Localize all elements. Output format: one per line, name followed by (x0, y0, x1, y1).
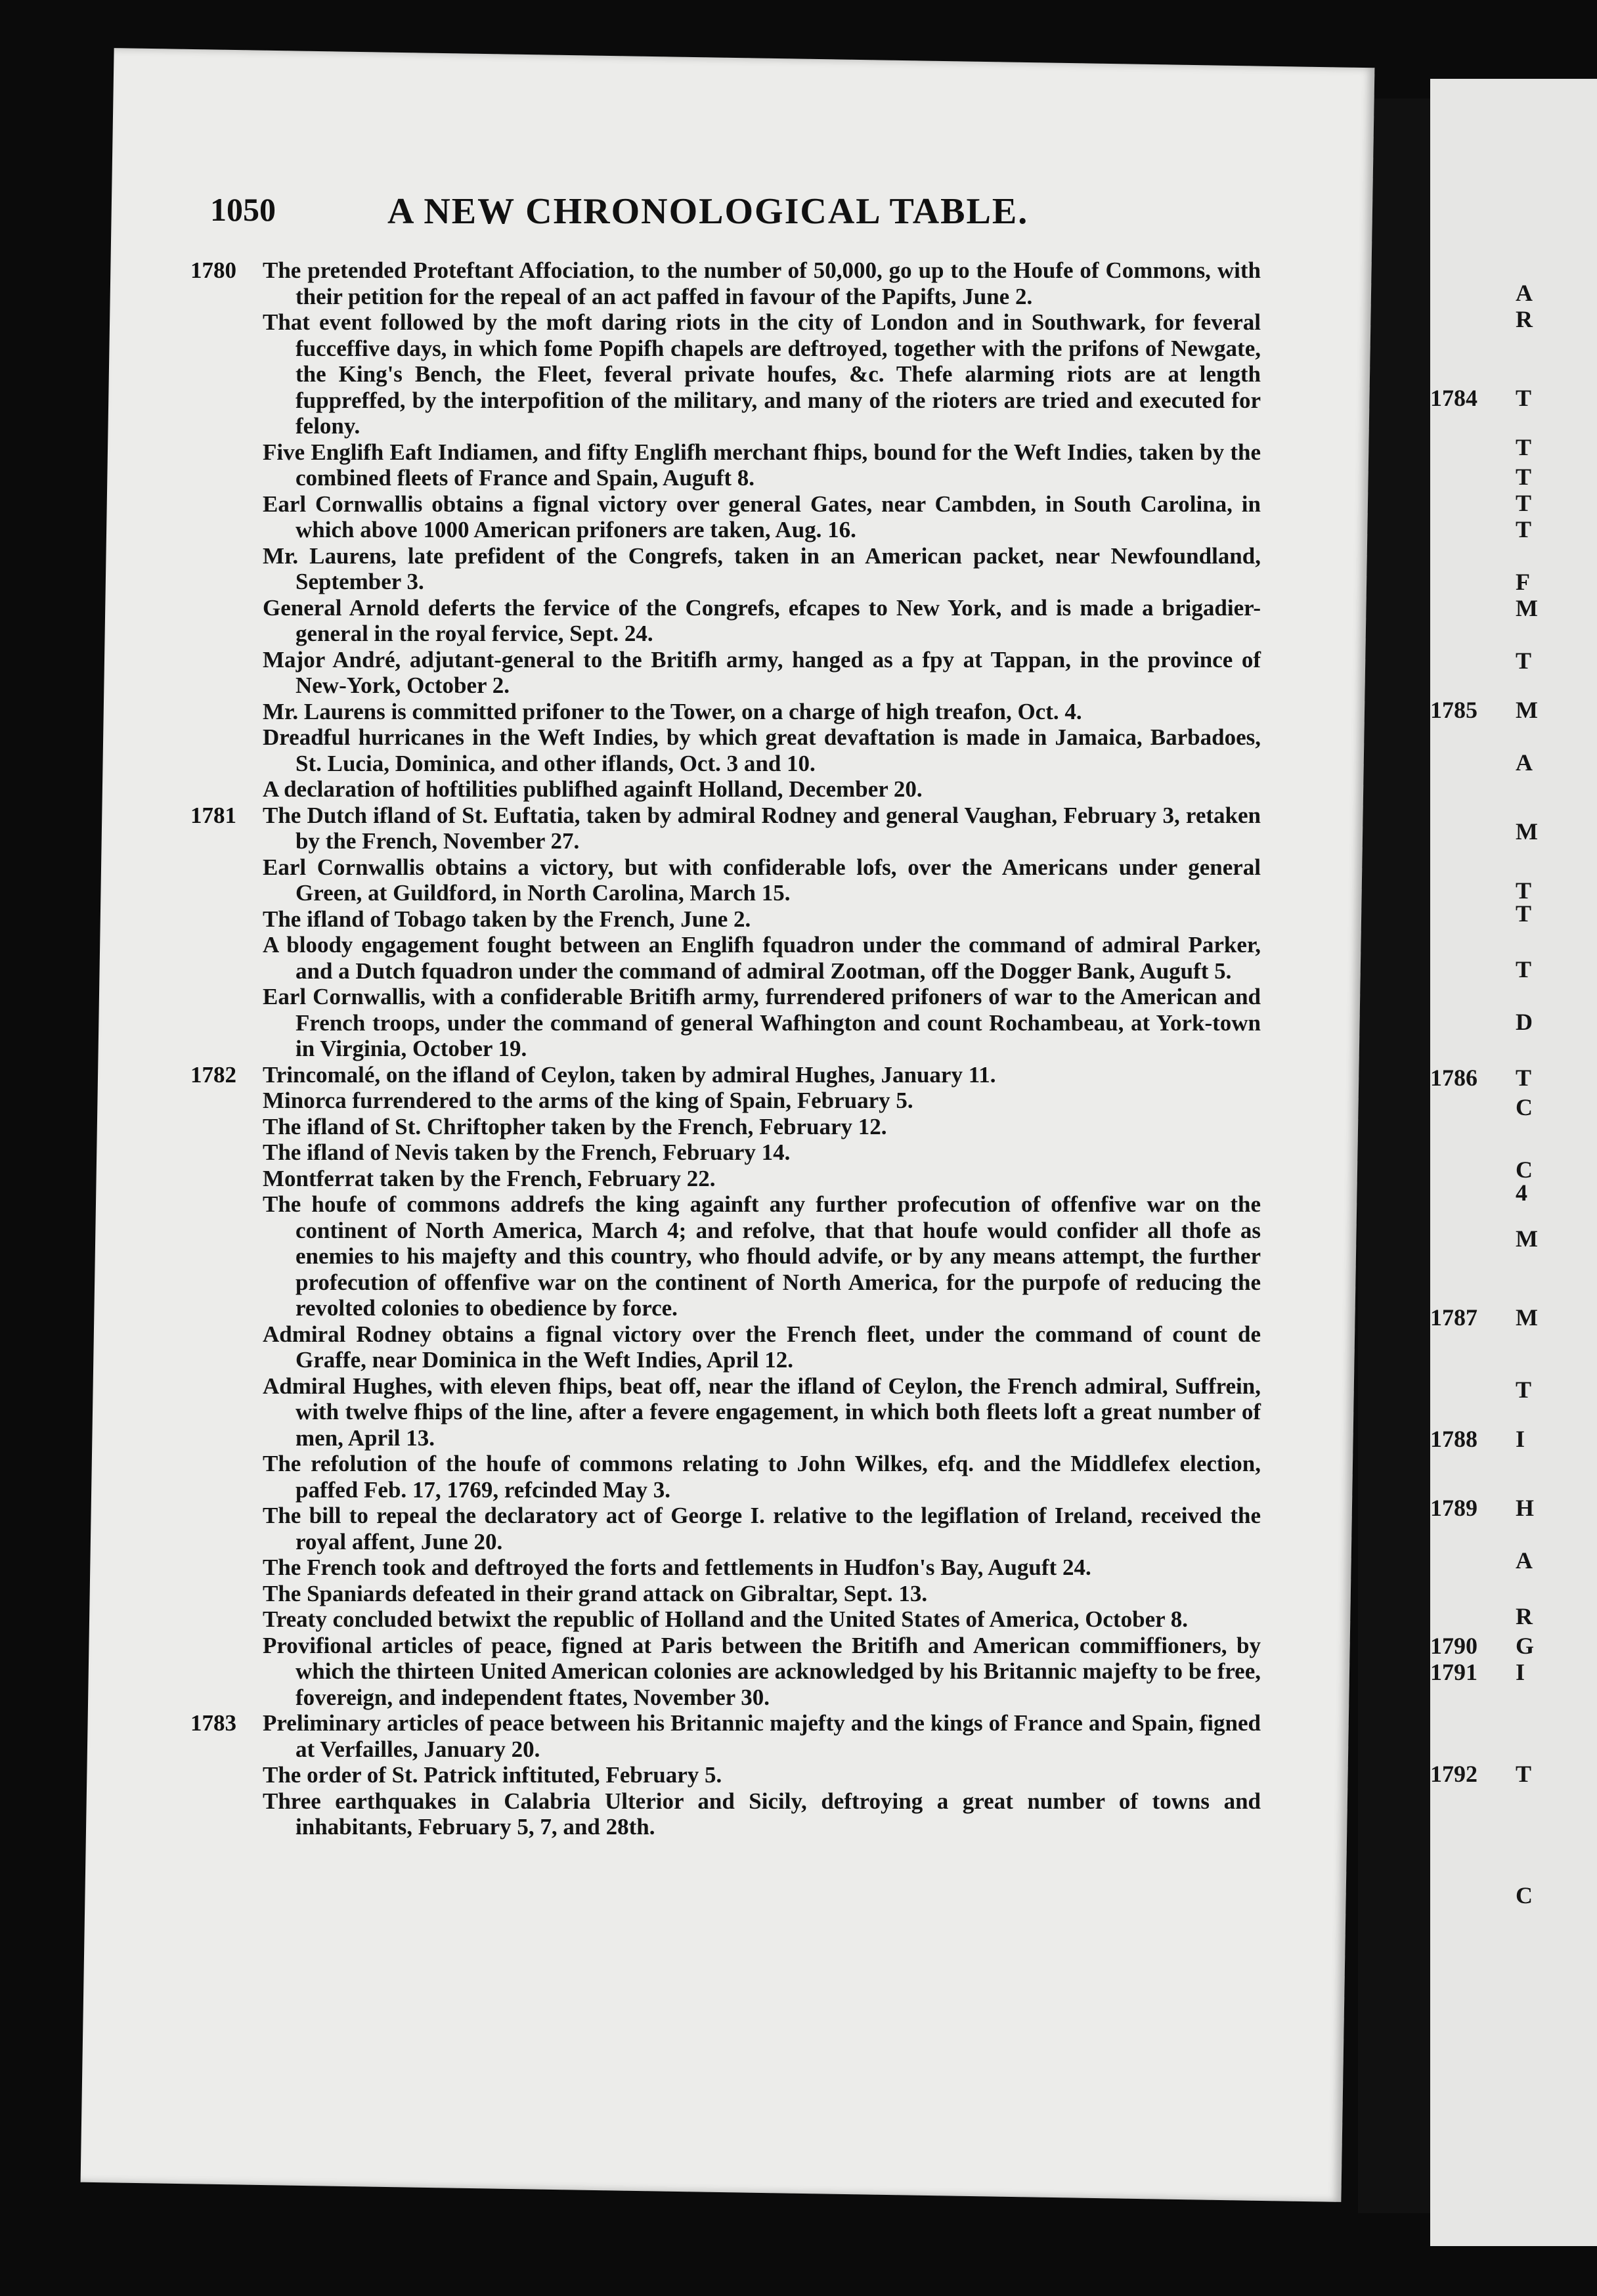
facing-page-text: C (1516, 1094, 1533, 1120)
facing-page-line (1430, 1225, 1538, 1252)
chronology-entry: The ifland of Tobago taken by the French, June 2. (263, 906, 751, 932)
chronology-entry: Mr. Laurens, late prefident of the Congrefs, taken in an American packet, near Newfoundland, September 3. (263, 542, 1261, 594)
chronology-entry: Montferrat taken by the French, February 22. (263, 1165, 716, 1191)
facing-page-text: T (1516, 464, 1532, 490)
facing-page-text: M (1516, 1304, 1538, 1331)
chronology-entry: Major André, adjutant-general to the Britifh army, hanged as a fpy at Tappan, in the province of New-York, October 2. (263, 646, 1261, 698)
facing-page-line (1430, 305, 1533, 333)
facing-page-text: T (1516, 648, 1532, 674)
facing-page-year: 1785 (1430, 697, 1477, 723)
facing-page-text: M (1516, 818, 1538, 845)
chronology-entry: The refolution of the houfe of commons relating to John Wilkes, efq. and the Middlefex election, paffed Feb. 17, 1769, refcinded May 3. (263, 1451, 1261, 1503)
chronology-entry: The ifland of St. Chriftopher taken by the French, February 12. (263, 1113, 887, 1139)
facing-page-text: T (1516, 1377, 1532, 1403)
facing-page-text: C (1516, 1882, 1533, 1909)
facing-page-text: T (1516, 877, 1532, 904)
facing-page-text: R (1516, 1603, 1533, 1629)
facing-page-line (1430, 818, 1538, 845)
facing-page-line (1430, 1547, 1533, 1574)
chronology-entry: Minorca furrendered to the arms of the king of Spain, February 5. (263, 1088, 913, 1113)
year-label: 1780 (190, 257, 236, 283)
chronology-entry: Trincomalé, on the ifland of Ceylon, taken by admiral Hughes, January 11. (263, 1061, 996, 1088)
facing-page-text: T (1516, 516, 1532, 542)
facing-page-line (1430, 1425, 1525, 1453)
year-label: 1782 (190, 1061, 236, 1088)
facing-page-text: M (1516, 595, 1538, 621)
facing-page-line (1430, 647, 1531, 674)
year-block (190, 1061, 1261, 1711)
chronology-entry: Preliminary articles of peace between his Britannic majefty and the kings of France and Spain, figned at Verfailles, January 20. (263, 1710, 1261, 1762)
facing-page-year: 1788 (1430, 1426, 1477, 1452)
chronology-entry: Earl Cornwallis obtains a victory, but with confiderable lofs, over the Americans under general Green, at Guildford, in North Carolina, March 15. (263, 854, 1261, 906)
facing-page-line (1430, 279, 1533, 307)
facing-page-text: A (1516, 1547, 1533, 1574)
facing-page-line (1430, 1602, 1533, 1630)
page-header (210, 190, 1235, 243)
chronology-entries (190, 257, 1261, 1840)
facing-page-line (1430, 463, 1531, 491)
facing-page-text: T (1516, 490, 1532, 516)
facing-page-line (1430, 1882, 1533, 1909)
facing-page-text: C (1516, 1157, 1533, 1183)
chronology-entry: Dreadful hurricanes in the Weft Indies, by which great devaftation is made in Jamaica, Barbadoes, St. Lucia, Dominica, and other iflands, Oct. 3 and 10. (263, 724, 1261, 776)
facing-page-text: T (1516, 900, 1532, 927)
facing-page-year: 1787 (1430, 1304, 1477, 1331)
facing-page-line (1430, 594, 1538, 622)
facing-page-year: 1789 (1430, 1495, 1477, 1521)
facing-page-line (1430, 1304, 1538, 1331)
facing-page-line (1430, 1008, 1533, 1036)
chronology-entry: Mr. Laurens is committed prifoner to the Tower, on a charge of high treafon, Oct. 4. (263, 698, 1082, 724)
facing-page-text: D (1516, 1009, 1533, 1035)
chronology-entry: The French took and deftroyed the forts and fettlements in Hudfon's Bay, Auguft 24. (263, 1555, 1091, 1580)
year-block (190, 1710, 1261, 1840)
chronology-entry: Admiral Rodney obtains a fignal victory over the French fleet, under the command of count de Graffe, near Dominica in the Weft Indies, April 12. (263, 1321, 1261, 1373)
page-number: 1050 (210, 191, 276, 228)
facing-page-text: A (1516, 749, 1533, 776)
chronology-entry: Five Englifh Eaft Indiamen, and fifty Englifh merchant fhips, bound for the Weft Indies, taken by the combined fleets of France and Spain, Auguft 8. (263, 439, 1261, 491)
chronology-entry: The Dutch ifland of St. Euftatia, taken by admiral Rodney and general Vaughan, February 3, retaken by the French, November 27. (263, 802, 1261, 854)
chronology-entry: A declaration of hoftilities publifhed againft Holland, December 20. (263, 776, 923, 802)
chronology-entry: The order of St. Patrick inftituted, February 5. (263, 1762, 722, 1788)
facing-page-text: T (1516, 434, 1532, 460)
running-title: A NEW CHRONOLOGICAL TABLE. (387, 191, 1029, 232)
chronology-entry: Earl Cornwallis, with a confiderable Britifh army, furrendered prifoners of war to the American and French troops, under the command of general Wafhington and count Rochambeau, at York-town in Virginia, October 19. (263, 984, 1261, 1061)
facing-page-line (1430, 516, 1531, 543)
facing-page-text: T (1516, 956, 1532, 982)
chronology-entry: The houfe of commons addrefs the king againft any further profecution of offenfive war on the continent of North America, March 4; and refolve, that that houfe would confider all thofe as enemies to his majefty and this country, who fhould advife, or by any means attempt, the further profecution of offenfive war on the continent of North America, for the purpofe of reducing the revolted colonies to obedience by force. (263, 1191, 1261, 1321)
facing-page-line (1430, 1179, 1527, 1206)
facing-page-line (1430, 489, 1531, 517)
chronology-entry: The Spaniards defeated in their grand attack on Gibraltar, Sept. 13. (263, 1580, 928, 1606)
facing-page-line (1430, 1760, 1531, 1788)
facing-page-line (1430, 568, 1530, 596)
facing-page-line (1430, 1494, 1534, 1522)
chronology-entry: Treaty concluded betwixt the republic of Holland and the United States of America, October 8. (263, 1606, 1189, 1632)
facing-page-line (1430, 1658, 1525, 1686)
facing-page-text: T (1516, 1065, 1532, 1091)
facing-page-line (1430, 433, 1531, 461)
facing-page-line (1430, 749, 1533, 776)
facing-page-year: 1784 (1430, 385, 1477, 411)
facing-page-line (1430, 384, 1531, 412)
chronology-entry: A bloody engagement fought between an Englifh fquadron under the command of admiral Parker, and a Dutch fquadron under the command of admiral Zootman, off the Dogger Bank, Auguft 5. (263, 932, 1261, 984)
facing-page-line (1430, 1093, 1533, 1121)
facing-page-text: T (1516, 1761, 1532, 1787)
facing-page-line (1430, 1064, 1531, 1092)
facing-page-fragments (1430, 79, 1597, 2246)
year-block (190, 257, 1261, 803)
year-label: 1783 (190, 1710, 236, 1736)
chronology-entry: Provifional articles of peace, figned at Paris between the Britifh and American commiffioners, by which the thirteen United American colonies are acknowledged by his Britannic majefty to be free, fovereign, and independent ftates, November 30. (263, 1632, 1261, 1710)
facing-page-year: 1791 (1430, 1659, 1477, 1685)
chronology-entry: The ifland of Nevis taken by the French, February 14. (263, 1139, 791, 1165)
facing-page-text: I (1516, 1426, 1525, 1452)
facing-page-text: F (1516, 569, 1530, 595)
facing-page (1430, 79, 1597, 2246)
chronology-entry: The bill to repeal the declaratory act of George I. relative to the legiflation of Ireland, received the royal affent, June 20. (263, 1503, 1261, 1555)
chronology-entry: Admiral Hughes, with eleven fhips, beat off, near the ifland of Ceylon, the French admiral, Suffrein, with twelve fhips of the line, after a fevere engagement, in which both fleets loft a great number of men, April 13. (263, 1373, 1261, 1451)
year-block (190, 802, 1261, 1062)
facing-page-line (1430, 956, 1531, 983)
facing-page-year: 1786 (1430, 1065, 1477, 1091)
facing-page-line (1430, 900, 1531, 927)
chronology-entry: General Arnold deferts the fervice of the Congrefs, efcapes to New York, and is made a brigadier-general in the royal fervice, Sept. 24. (263, 594, 1261, 646)
year-label: 1781 (190, 802, 236, 828)
facing-page-text: 4 (1516, 1180, 1527, 1206)
facing-page-year: 1792 (1430, 1761, 1477, 1787)
facing-page-text: I (1516, 1659, 1525, 1685)
chronology-entry: That event followed by the moft daring riots in the city of London and in Southwark, for feveral fucceffive days, in which fome Popifh chapels are deftroyed, together with the prifons of Newgate, the King's Bench, the Fleet, feveral private houfes, &c. Thefe alarming riots are at length fuppreffed, by the interpofition of the military, and many of the rioters are tried and executed for felony. (263, 309, 1261, 439)
facing-page-year: 1790 (1430, 1633, 1477, 1659)
facing-page-line (1430, 1632, 1534, 1660)
facing-page-text: A (1516, 280, 1533, 306)
facing-page-text: R (1516, 306, 1533, 332)
chronology-entry: The pretended Proteftant Affociation, to the number of 50,000, go up to the Houfe of Commons, with their petition for the repeal of an act paffed in favour of the Papifts, June 2. (263, 257, 1261, 309)
facing-page-line (1430, 696, 1538, 724)
facing-page-text: G (1516, 1633, 1535, 1659)
facing-page-text: M (1516, 1225, 1538, 1252)
facing-page-text: T (1516, 385, 1532, 411)
facing-page-text: M (1516, 697, 1538, 723)
facing-page-text: H (1516, 1495, 1535, 1521)
chronology-entry: Three earthquakes in Calabria Ulterior and Sicily, deftroying a great number of towns and inhabitants, February 5, 7, and 28th. (263, 1788, 1261, 1840)
facing-page-line (1430, 1376, 1531, 1403)
chronology-entry: Earl Cornwallis obtains a fignal victory over general Gates, near Cambden, in South Carolina, in which above 1000 American prifoners are taken, Aug. 16. (263, 491, 1261, 542)
